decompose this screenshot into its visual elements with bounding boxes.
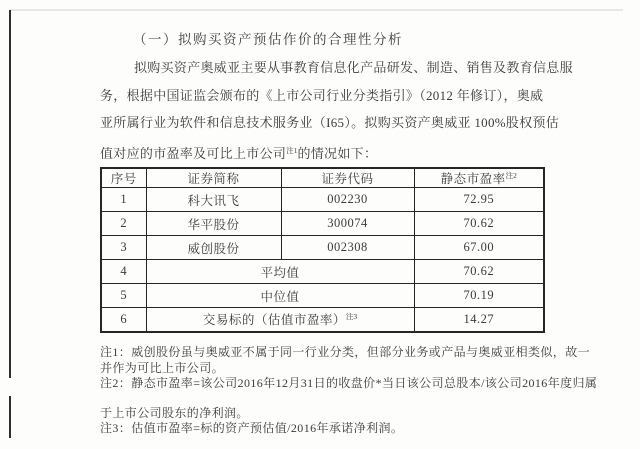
cell-label-text: 交易标的（估值市盈率）	[202, 313, 346, 328]
footnote-line: 注3：估值市盈率=标的资产预估值/2016年承诺净利润。	[100, 421, 404, 435]
table-row	[101, 212, 544, 236]
cell-pe: 14.27	[414, 308, 544, 332]
header-cell-no: 序号	[101, 168, 146, 188]
footnote-ref-3: 注3	[345, 312, 358, 322]
footnotes	[100, 345, 597, 437]
cell-no: 3	[101, 236, 146, 260]
cell-pe: 72.95	[414, 188, 544, 212]
footnote-line: 注2：静态市盈率=该公司2016年12月31日的收盘价*当日该公司总股本/该公司2016年度归属	[100, 376, 598, 390]
cell-code: 002230	[281, 188, 414, 212]
footnote-ref-2: 注2	[505, 171, 517, 180]
footnote-line: 注1：威创股份虽与奥威亚不属于同一行业分类，但部分业务或产品与奥威亚相类似，故一	[100, 345, 591, 359]
paragraph-line: 务，根据中国证监会颁布的《上市公司行业分类指引》（2012 年修订），奥威	[100, 87, 544, 103]
footnote-line: 并作为可比上市公司。	[100, 360, 225, 375]
footnote-line: 于上市公司股东的净利润。	[100, 405, 249, 420]
cell-pe: 70.62	[414, 260, 544, 284]
paragraph-line-text: 的情况如下：	[297, 145, 378, 161]
header-cell-pe-text: 静态市盈率	[440, 172, 506, 186]
cell-pe: 67.00	[414, 236, 544, 260]
paragraph-line	[100, 137, 573, 165]
cell-name: 华平股份	[146, 212, 281, 236]
top-rule-line	[10, 9, 623, 11]
cell-label: 平均值	[146, 260, 414, 284]
cell-name: 科大讯飞	[146, 188, 281, 212]
table-row	[101, 236, 544, 260]
cell-no: 6	[101, 308, 146, 332]
cell-pe: 70.19	[414, 284, 544, 308]
cell-label	[146, 308, 414, 332]
cell-no: 1	[101, 188, 146, 212]
header-cell-code: 证券代码	[281, 168, 414, 188]
table-summary-row	[101, 308, 544, 332]
cell-code: 002308	[281, 236, 414, 260]
section-title: （一）拟购买资产预估作价的合理性分析	[133, 32, 403, 47]
cell-label: 中位值	[146, 284, 414, 308]
cell-name: 威创股份	[146, 236, 281, 260]
page-left-edge-line-lower	[9, 396, 11, 438]
table-summary-row	[101, 260, 544, 284]
paragraph-line: 拟购买资产奥威亚主要从事教育信息化产品研发、制造、销售及教育信息服	[134, 60, 573, 75]
cell-no: 4	[101, 260, 146, 284]
cell-no: 2	[101, 212, 146, 236]
page-left-edge-line-upper	[9, 10, 11, 378]
paragraph-line-text: 值对应的市盈率及可比上市公司	[100, 145, 287, 161]
cell-no: 5	[101, 284, 146, 308]
footnote-ref-1: 注1	[286, 145, 298, 155]
paragraph-line: 亚所属行业为软件和信息技术服务业（I65）。拟购买资产奥威亚 100%股权预估	[100, 115, 560, 130]
table-summary-row	[101, 284, 544, 308]
table-row	[101, 188, 544, 212]
pe-comparison-table	[100, 167, 545, 333]
header-cell-pe	[414, 168, 544, 188]
pe-comparison-table-wrap	[100, 167, 545, 333]
intro-paragraph	[100, 54, 573, 164]
cell-code: 300074	[281, 212, 414, 236]
header-cell-name: 证券简称	[146, 168, 281, 188]
cell-pe: 70.62	[414, 212, 544, 236]
table-header-row	[101, 168, 544, 188]
